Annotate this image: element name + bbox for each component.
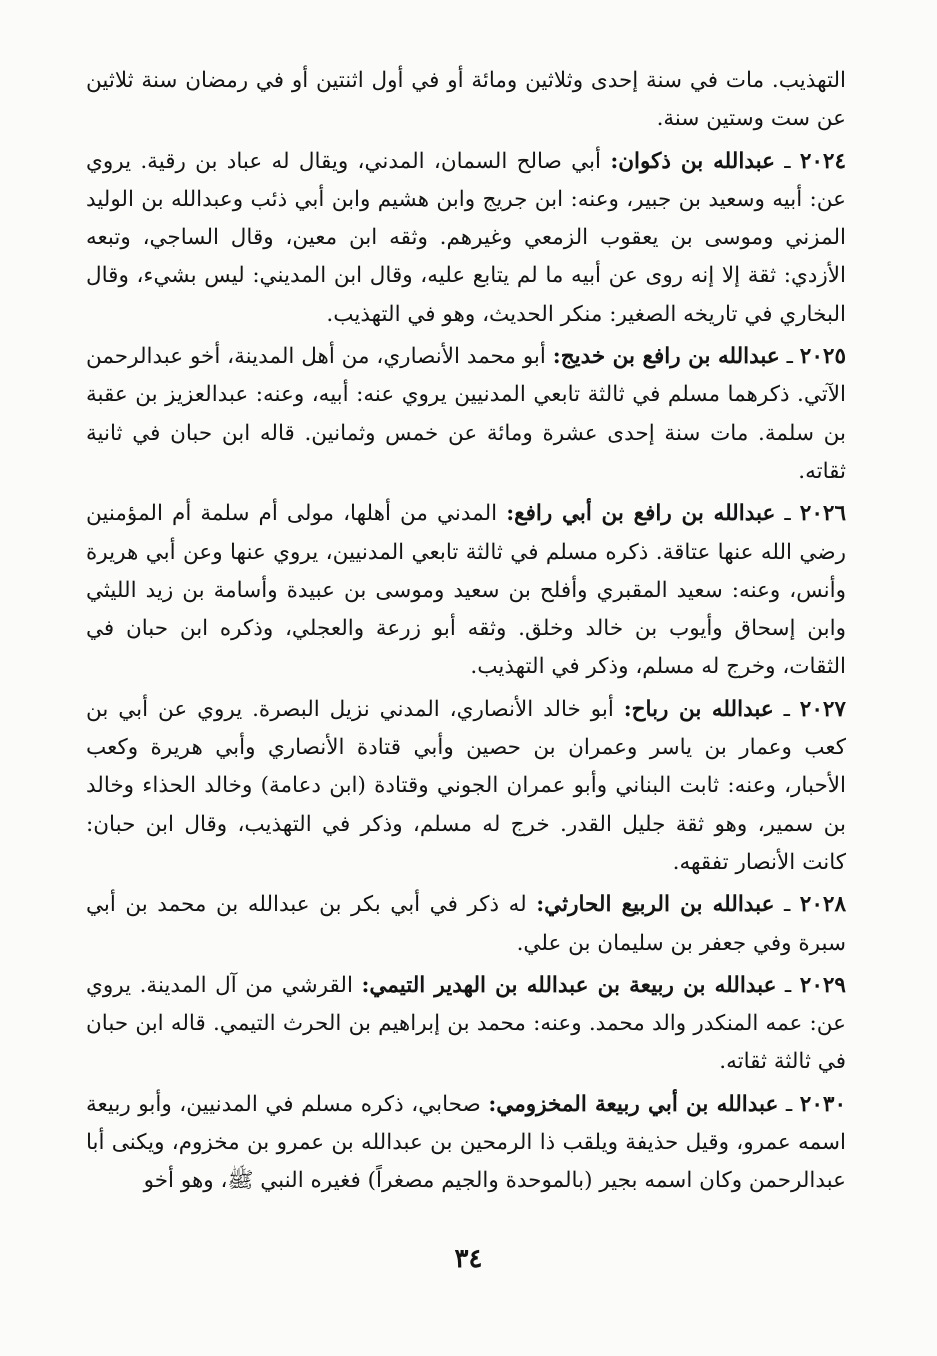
entry-name: عبدالله بن رافع بن خديج:: [552, 344, 780, 370]
entry-number: ٢٠٢٨: [799, 892, 846, 918]
entry-name: عبدالله بن أبي ربيعة المخزومي:: [488, 1091, 779, 1117]
entry-paragraph: [86, 495, 846, 686]
entry-text: أبو خالد الأنصاري، المدني نزيل البصرة. يروي عن أبي بن كعب وعمار بن ياسر وعمران بن حصين وأبي قتادة الأنصاري وأبي هريرة وكعب الأحبار، وعنه: ثابت البناني وأبو عمران الجوني وقتادة (ابن دعامة) وخالد الحذاء وخالد بن سمير، وهو ثقة جليل القدر. خرج له مسلم، وذكر في التهذيب، وقال ابن حبان: كانت الأنصار تفقهه.: [86, 696, 846, 875]
entry-dash: ـ: [774, 892, 791, 918]
entry-number: ٢٠٢٦: [799, 501, 846, 527]
entry-paragraph: [86, 143, 846, 334]
entry-name: عبدالله بن رافع بن أبي رافع:: [506, 501, 776, 527]
entry-dash: ـ: [779, 344, 793, 370]
entry-name: عبدالله بن ربيعة بن عبدالله بن الهدير التيمي:: [361, 972, 777, 998]
entry-number: ٢٠٢٥: [799, 344, 846, 370]
entry-paragraph: [86, 338, 846, 491]
entry-name: عبدالله بن ذكوان:: [610, 148, 775, 174]
entry-text: القرشي من آل المدينة. يروي عن: عمه المنكدر والد محمد. وعنه: محمد بن إبراهيم بن الحرث التيمي. قاله ابن حبان في ثالثة ثقاته.: [86, 972, 846, 1075]
entry-number: ٢٠٢٤: [799, 148, 847, 174]
entry-text: المدني من أهلها، مولى أم سلمة أم المؤمنين رضي الله عنها عتاقة. ذكره مسلم في ثالثة تابعي المدنيين، يروي عنها وعن أبي هريرة وأنس، وعنه: سعيد المقبري وأفلح بن سعيد وموسى بن عبيدة وأسامة بن زيد الليثي وابن إسحاق وأيوب بن خالد وخلق. وثقه أبو زرعة والعجلي، وذكره ابن حبان في الثقات، وخرج له مسلم، وذكر في التهذيب.: [86, 501, 846, 680]
entry-paragraph: [86, 967, 846, 1082]
entry-text: له ذكر في أبي بكر بن عبدالله بن محمد بن أبي سبرة وفي جعفر بن سليمان بن علي.: [86, 892, 846, 956]
entry-paragraph: [86, 1086, 846, 1201]
entry-number: ٢٠٢٩: [799, 972, 846, 998]
entry-dash: ـ: [778, 1091, 793, 1117]
entry-dash: ـ: [775, 501, 791, 527]
entry-paragraph: [86, 691, 846, 882]
entry-text: صحابي، ذكره مسلم في المدنيين، وأبو ربيعة اسمه عمرو، وقيل حذيفة ويلقب ذا الرمحين بن عبدالله بن عمرو بن مخزوم، ويكنى أبا عبدالرحمن وكان اسمه بجير (بالموحدة والجيم مصغراً) فغيره النبي ﷺ، وهو أخو: [86, 1091, 846, 1194]
continuation-paragraph: التهذيب. مات في سنة إحدى وثلاثين ومائة أو في أول اثنتين أو في رمضان سنة ثلاثين عن ست وستين سنة.: [86, 68, 846, 132]
entry-dash: ـ: [773, 696, 790, 722]
entry-name: عبدالله بن الربيع الحارثي:: [536, 892, 775, 918]
entry-dash: ـ: [774, 148, 791, 174]
entry-text: أبو محمد الأنصاري، من أهل المدينة، أخو عبدالرحمن الآتي. ذكرهما مسلم في ثالثة تابعي المدنيين يروي عنه: أبيه، وعنه: عبدالعزيز بن عقبة بن سلمة. مات سنة إحدى عشرة ومائة عن خمس وثمانين. قاله ابن حبان في ثانية ثقاته.: [86, 344, 846, 484]
entry-text: أبي صالح السمان، المدني، ويقال له عباد بن رقية. يروي عن: أبيه وسعيد بن جبير، وعنه: ابن جريج وابن هشيم وابن أبي ذئب وعبدالله بن الوليد المزني وموسى بن يعقوب الزمعي وغيرهم. وثقه ابن معين، وقال الساجي، وتبعه الأزدي: ثقة إلا إنه روى عن أبيه ما لم يتابع عليه، وقال ابن المديني: ليس بشيء، وقال البخاري في تاريخه الصغير: منكر الحديث، وهو في التهذيب.: [86, 148, 846, 327]
entry-dash: ـ: [776, 972, 792, 998]
entry-number: ٢٠٢٧: [799, 696, 846, 722]
page-body-text: [86, 62, 846, 1205]
entry-name: عبدالله بن رباح:: [623, 696, 774, 722]
entry-number: ٢٠٣٠: [799, 1091, 846, 1117]
page-number: ٣٤: [454, 1244, 483, 1274]
entry-paragraph: [86, 886, 846, 963]
